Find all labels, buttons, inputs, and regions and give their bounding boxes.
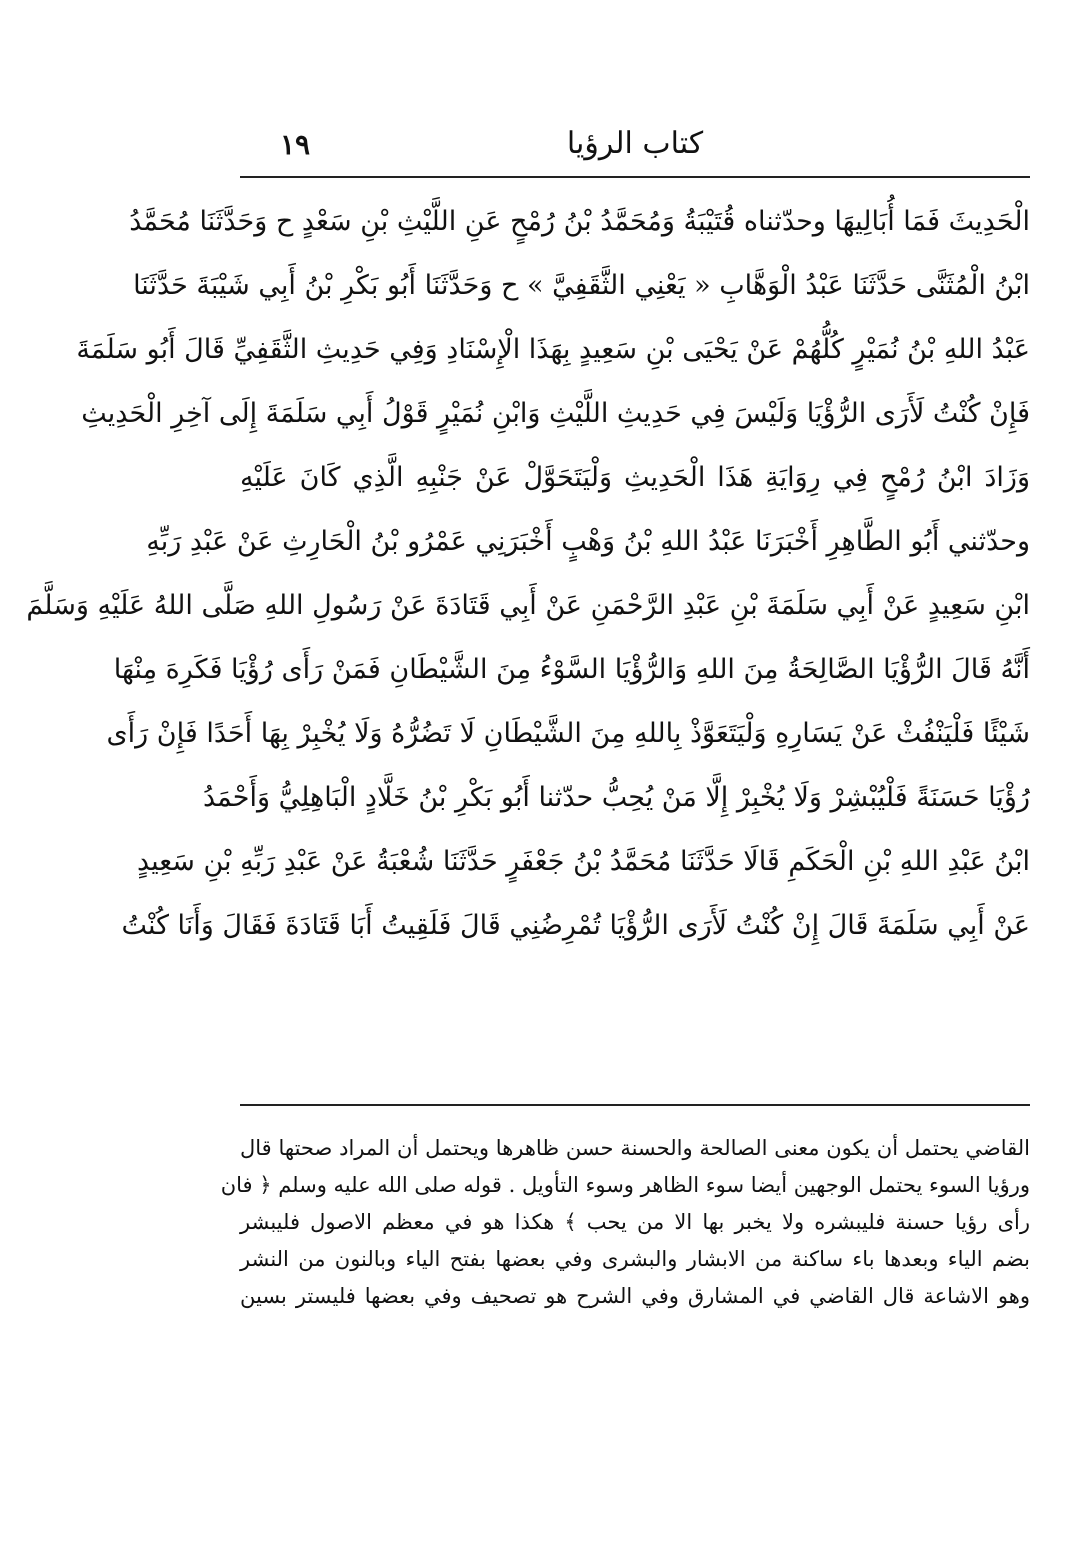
page-number: ١٩ bbox=[280, 128, 311, 161]
text-line: فَإِنْ كُنْتُ لَأَرَى الرُّؤْيَا وَلَيْسَ فِي حَدِيثِ اللَّيْثِ وَابْنِ نُمَيْرٍ قَوْلُ أَبِي سَلَمَةَ إِلَى آخِرِ الْحَدِيثِ bbox=[81, 398, 1030, 429]
text-line: ابْنُ الْمُثَنَّى حَدَّثَنَا عَبْدُ الْوَهَّابِ « يَعْنِي الثَّقَفِيَّ » ح وَحَدَّثَنَا أَبُو بَكْرِ بْنُ أَبِي شَيْبَةَ حَدَّثَنَا bbox=[133, 270, 1030, 301]
text-line: الْحَدِيثَ فَمَا أُبَالِيهَا وحدّثناه قُتَيْبَةُ وَمُحَمَّدُ بْنُ رُمْحٍ عَنِ اللَّيْثِ بْنِ سَعْدٍ ح وَحَدَّثَنَا مُحَمَّدُ bbox=[129, 206, 1030, 237]
text-line: عَبْدُ اللهِ بْنُ نُمَيْرٍ كُلُّهُمْ عَنْ يَحْيَى بْنِ سَعِيدٍ بِهَذَا الْإِسْنَادِ وَفِي حَدِيثِ الثَّقَفِيِّ قَالَ أَبُو سَلَمَةَ bbox=[76, 334, 1030, 365]
header-divider bbox=[240, 176, 1030, 178]
hadith-text-block bbox=[26, 190, 1030, 958]
text-line: شَيْئًا فَلْيَنْفُثْ عَنْ يَسَارِهِ وَلْيَتَعَوَّذْ بِاللهِ مِنَ الشَّيْطَانِ لَا تَضُرُّهُ وَلَا يُخْبِرْ بِهَا أَحَدًا فَإِنْ رَأَى bbox=[106, 718, 1030, 749]
text-line: وحدّثني أَبُو الطَّاهِرِ أَخْبَرَنَا عَبْدُ اللهِ بْنُ وَهْبٍ أَخْبَرَنِي عَمْرُو بْنُ الْحَارِثِ عَنْ عَبْدِ رَبِّهِ bbox=[146, 526, 1030, 557]
commentary-footnote bbox=[220, 1130, 1030, 1315]
footnote-line: القاضي يحتمل أن يكون معنى الصالحة والحسنة حسن ظاهرها ويحتمل أن المراد صحتها قال bbox=[240, 1136, 1030, 1160]
footnote-divider bbox=[240, 1104, 1030, 1106]
footnote-line: بضم الياء وبعدها باء ساكنة من الابشار والبشرى وفي بعضها بفتح الياء وبالنون من النشر bbox=[240, 1247, 1030, 1271]
text-line: أَنَّهُ قَالَ الرُّؤْيَا الصَّالِحَةُ مِنَ اللهِ وَالرُّؤْيَا السَّوْءُ مِنَ الشَّيْطَانِ فَمَنْ رَأَى رُؤْيَا فَكَرِهَ مِنْهَا bbox=[113, 654, 1030, 685]
text-line: وَزَادَ ابْنُ رُمْحٍ فِي رِوَايَةِ هَذَا الْحَدِيثِ وَلْيَتَحَوَّلْ عَنْ جَنْبِهِ الَّذِي كَانَ عَلَيْهِ bbox=[240, 462, 1030, 493]
footnote-line: رأى رؤيا حسنة فليبشره ولا يخبر بها الا من يحب ﴾ هكذا هو في معظم الاصول فليبشر bbox=[240, 1210, 1030, 1234]
text-line: ابْنُ عَبْدِ اللهِ بْنِ الْحَكَمِ قَالَا حَدَّثَنَا مُحَمَّدُ بْنُ جَعْفَرٍ حَدَّثَنَا شُعْبَةُ عَنْ عَبْدِ رَبِّهِ بْنِ سَعِيدٍ bbox=[136, 846, 1030, 877]
footnote-line: وهو الاشاعة قال القاضي في المشارق وفي الشرح هو تصحيف وفي بعضها فليستر بسين bbox=[240, 1284, 1030, 1308]
text-line: رُؤْيَا حَسَنَةً فَلْيُبْشِرْ وَلَا يُخْبِرْ إِلَّا مَنْ يُحِبُّ حدّثنا أَبُو بَكْرِ بْنُ خَلَّادٍ الْبَاهِلِيُّ وَأَحْمَدُ bbox=[202, 782, 1030, 813]
footnote-line: ورؤيا السوء يحتمل الوجهين أيضا سوء الظاهر وسوء التأويل . قوله صلى الله عليه وسلم ﴿ فان bbox=[220, 1173, 1030, 1197]
page-header bbox=[240, 118, 1030, 178]
text-line: عَنْ أَبِي سَلَمَةَ قَالَ إِنْ كُنْتُ لَأَرَى الرُّؤْيَا تُمْرِضُنِي قَالَ فَلَقِيتُ أَبَا قَتَادَةَ فَقَالَ وَأَنَا كُنْتُ bbox=[121, 910, 1030, 941]
text-line: ابْنِ سَعِيدٍ عَنْ أَبِي سَلَمَةَ بْنِ عَبْدِ الرَّحْمَنِ عَنْ أَبِي قَتَادَةَ عَنْ رَسُولِ اللهِ صَلَّى اللهُ عَلَيْهِ وَسَلَّمَ bbox=[26, 590, 1030, 621]
running-title: كتاب الرؤيا bbox=[566, 126, 704, 161]
